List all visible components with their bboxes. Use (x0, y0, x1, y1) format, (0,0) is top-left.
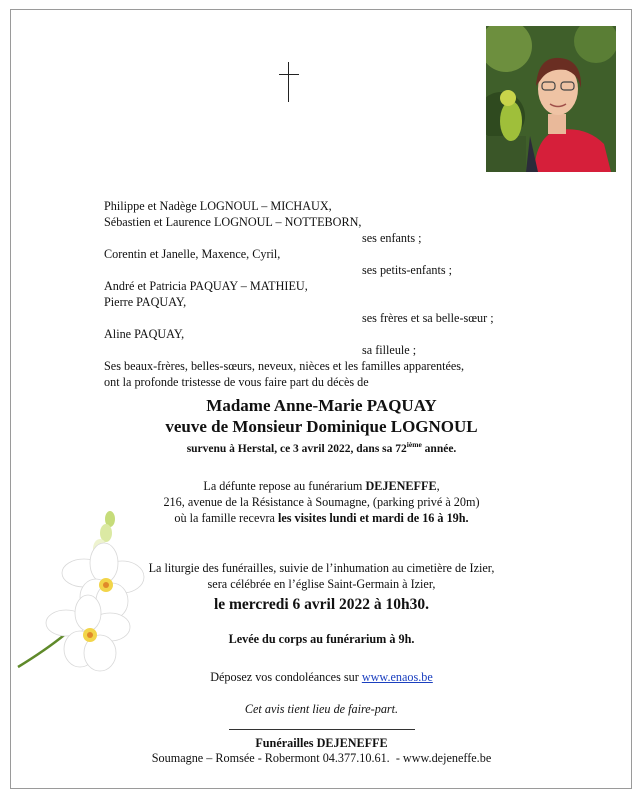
footer-company: Funérailles DEJENEFFE (255, 736, 388, 750)
deceased-name: Madame Anne-Marie PAQUAY (206, 396, 437, 415)
rest-line-1-suffix: , (436, 479, 440, 493)
visiting-hours: les visites lundi et mardi de 16 à 19h. (277, 511, 469, 525)
death-info-suffix: année. (421, 442, 457, 455)
family-line: André et Patricia PAQUAY – MATHIEU, (104, 279, 308, 293)
widow-of: veuve de Monsieur Dominique LOGNOUL (165, 417, 478, 436)
notice-text: Cet avis tient lieu de faire-part. (244, 702, 399, 716)
rest-line-1 (0, 478, 643, 494)
footer-address: Soumagne – Romsée - Robermont 04.377.10.61. - www.dejeneffe.be (151, 751, 492, 765)
rest-line-2: 216, avenue de la Résistance à Soumagne, (parking privé à 20m) (163, 495, 480, 509)
relation-label: ses petits-enfants ; (362, 263, 453, 277)
rest-line-1-text: La défunte repose au funérarium (203, 479, 366, 493)
ceremony-line-1: La liturgie des funérailles, suivie de l’inhumation au cimetière de Izier, (148, 561, 495, 575)
family-list (104, 198, 564, 390)
condolences-text: Déposez vos condoléances sur (210, 670, 362, 684)
family-line: Sébastien et Laurence LOGNOUL – NOTTEBORN, (104, 215, 362, 229)
funeral-home-name: DEJENEFFE (365, 479, 437, 493)
family-line: ont la profonde tristesse de vous faire part du décès de (104, 375, 369, 389)
ceremony-line-2: sera célébrée en l’église Saint-Germain à Izier, (207, 577, 436, 591)
family-line: Philippe et Nadège LOGNOUL – MICHAUX, (104, 199, 332, 213)
death-info-text: survenu à Herstal, ce 3 avril 2022, dans sa 72 (186, 442, 407, 455)
cross-icon (279, 62, 299, 104)
family-line: Pierre PAQUAY, (104, 295, 187, 309)
relation-label: ses frères et sa belle-sœur ; (362, 311, 494, 325)
condolences-link[interactable]: www.enaos.be (361, 670, 433, 684)
relation-label: sa filleule ; (362, 343, 417, 357)
orchid-image (14, 505, 164, 690)
ceremony-date: le mercredi 6 avril 2022 à 10h30. (213, 596, 430, 613)
rest-line-3-text: où la famille recevra (174, 511, 278, 525)
death-info-sup: ième (406, 440, 422, 449)
family-line: Aline PAQUAY, (104, 327, 185, 341)
death-info (0, 440, 643, 455)
family-line: Ses beaux-frères, belles-sœurs, neveux, nièces et les familles apparentées, (104, 359, 465, 373)
family-line: Corentin et Janelle, Maxence, Cyril, (104, 247, 281, 261)
relation-label: ses enfants ; (362, 231, 422, 245)
divider (229, 729, 415, 730)
portrait-photo (486, 26, 616, 172)
levee-du-corps: Levée du corps au funérarium à 9h. (228, 632, 415, 646)
